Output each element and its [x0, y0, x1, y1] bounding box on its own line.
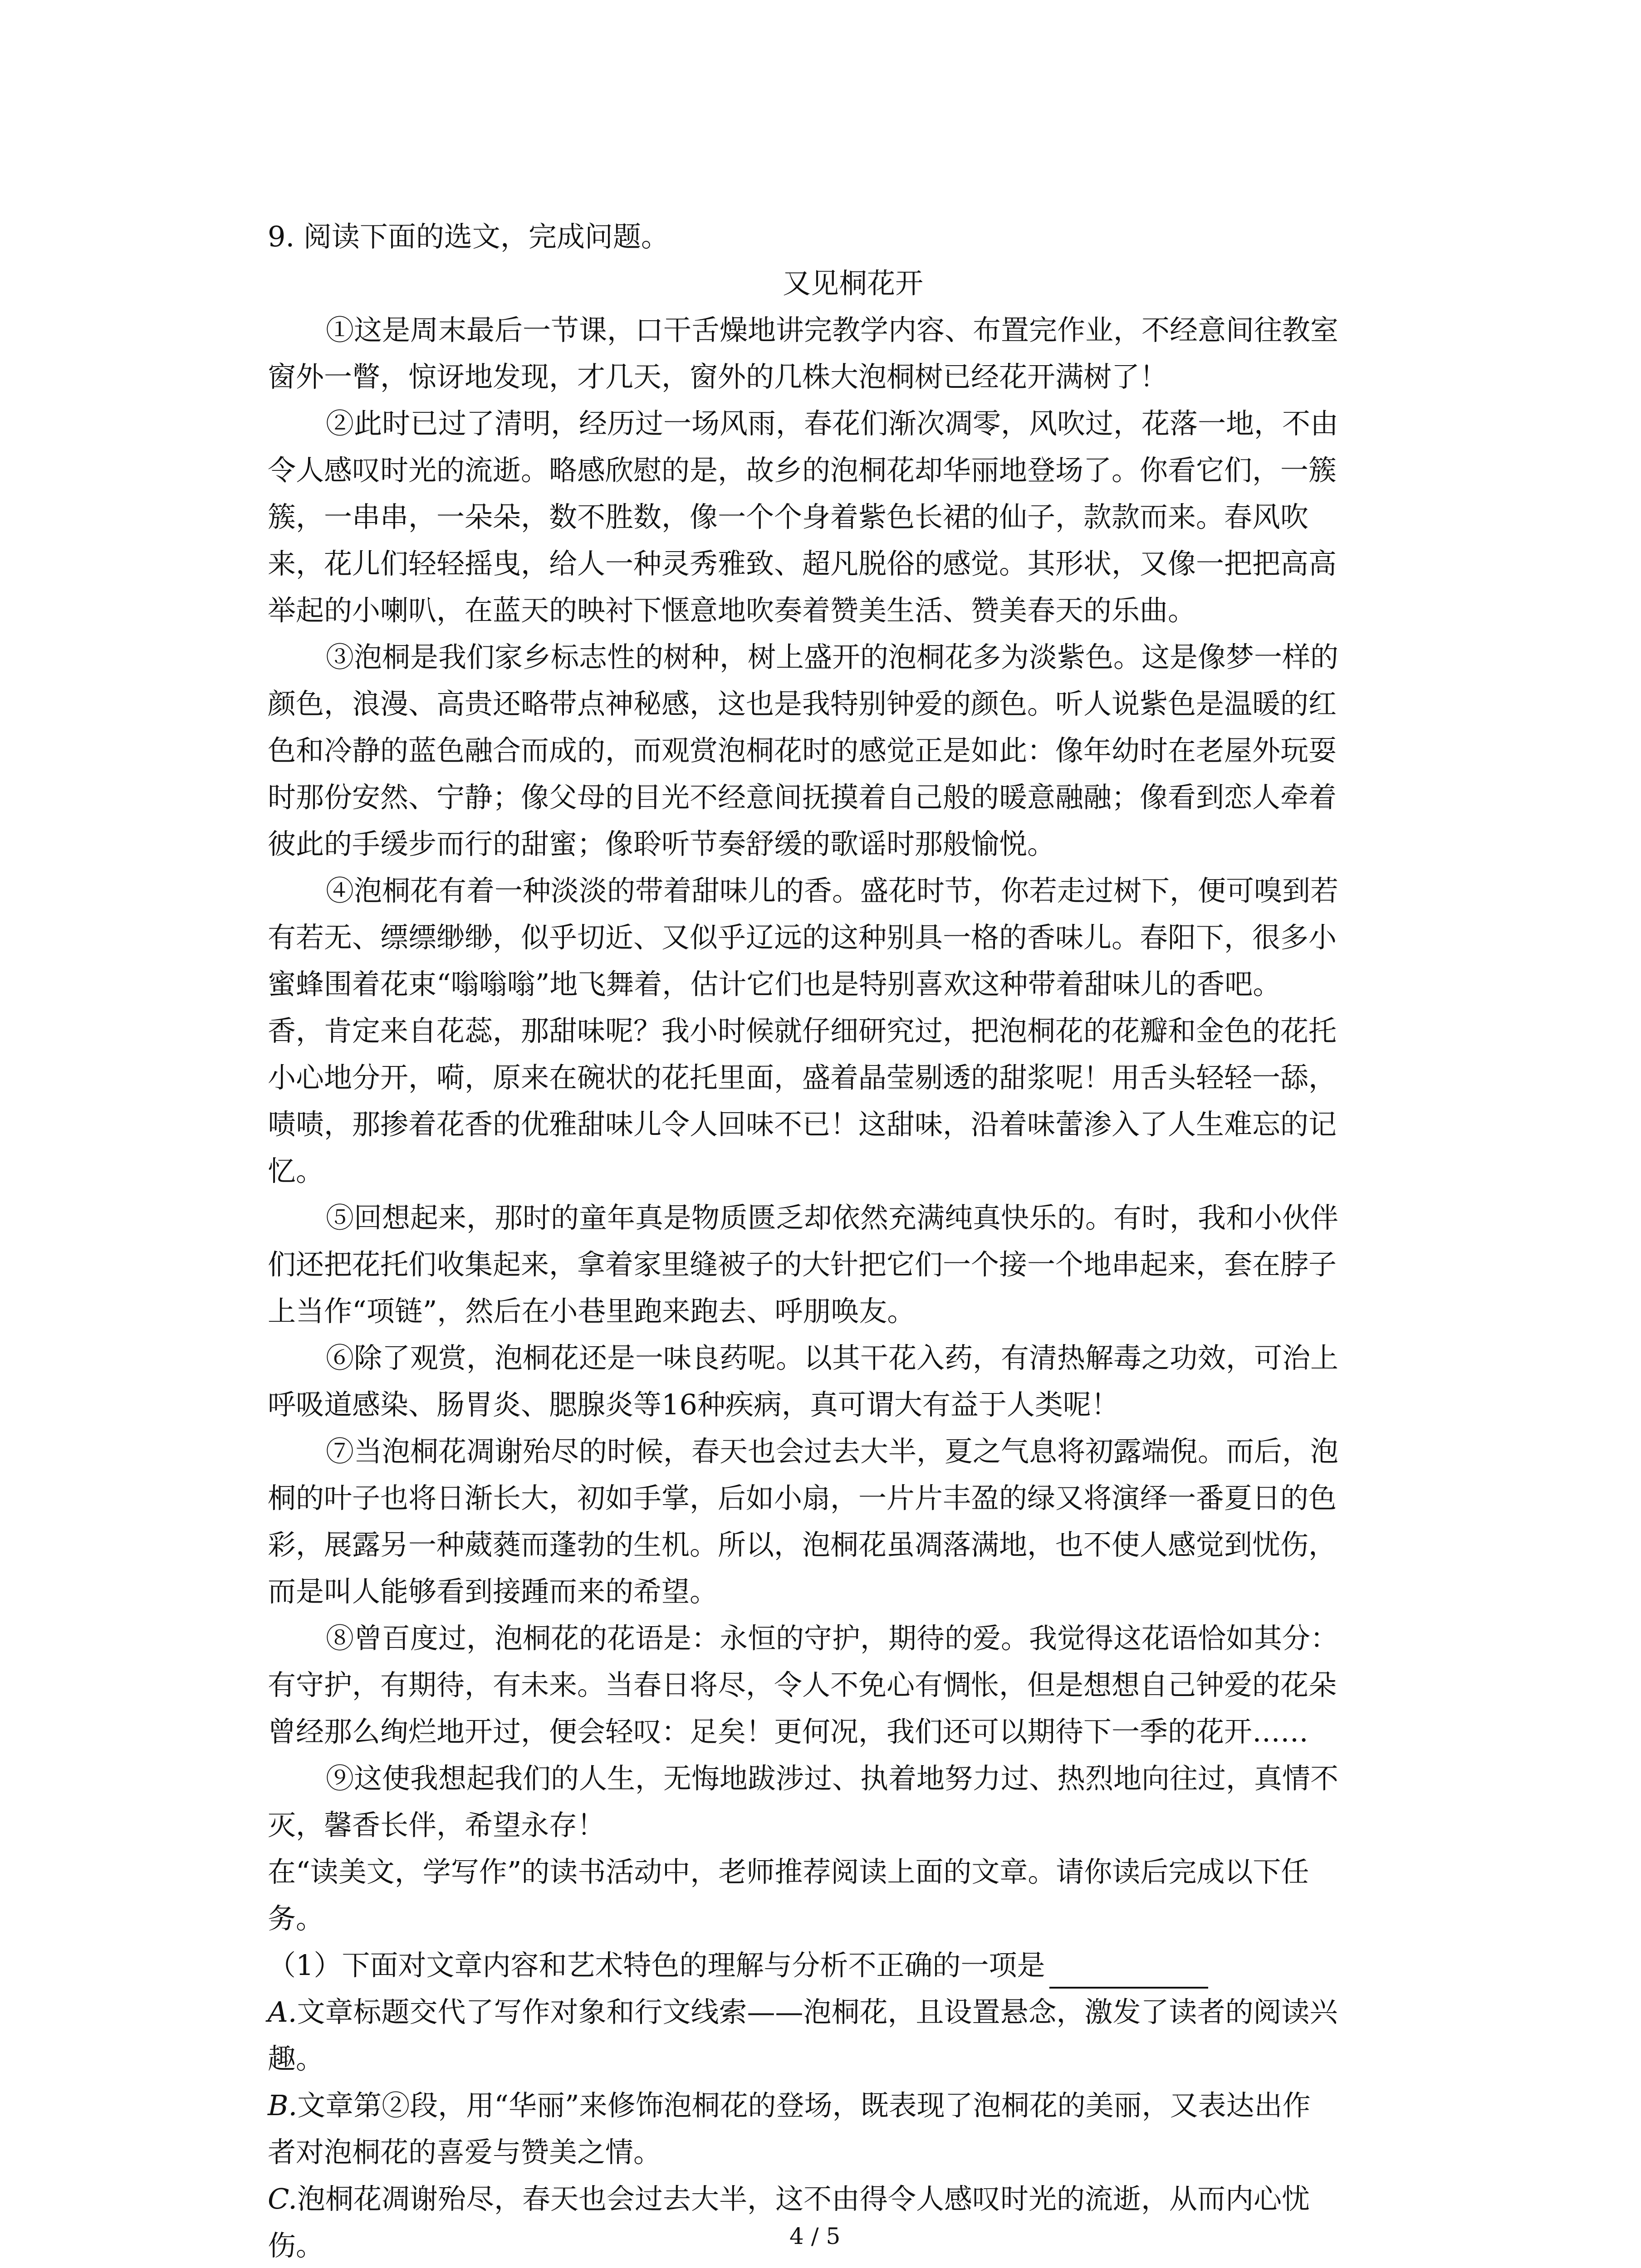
article-line: 而是叫人能够看到接踵而来的希望。: [268, 1575, 718, 1608]
subquestion-stem-text: （1）下面对文章内容和艺术特色的理解与分析不正确的一项是: [268, 1949, 1045, 1982]
article-line: 香，肯定来自花蕊，那甜味呢？我小时候就仔细研究过，把泡桐花的花瓣和金色的花托: [268, 1014, 1337, 1047]
option-letter: A.: [268, 1995, 297, 2028]
article-line: 色和冷静的蓝色融合而成的，而观赏泡桐花时的感觉正是如此：像年幼时在老屋外玩耍: [268, 734, 1337, 767]
article-line: 窗外一瞥，惊讶地发现，才几天，窗外的几株大泡桐树已经花开满树了！: [268, 360, 1168, 393]
article-line: 彩，展露另一种葳蕤而蓬勃的生机。所以，泡桐花虽凋落满地，也不使人感觉到忧伤，: [268, 1528, 1337, 1561]
article-line: 们还把花托们收集起来，拿着家里缝被子的大针把它们一个接一个地串起来，套在脖子: [268, 1248, 1337, 1281]
article-line: 呼吸道感染、肠胃炎、腮腺炎等16种疾病，真可谓大有益于人类呢！: [268, 1388, 1119, 1421]
option-line: [268, 2222, 1438, 2268]
article-line: 桐的叶子也将日渐长大，初如手掌，后如小扇，一片片丰盈的绿又将演绎一番夏日的色: [268, 1481, 1337, 1515]
article-line: ③泡桐是我们家乡标志性的树种，树上盛开的泡桐花多为淡紫色。这是像梦一样的: [326, 640, 1339, 674]
task-line: 务。: [268, 1902, 324, 1935]
article-title: 又见桐花开: [782, 267, 923, 300]
option-line: [268, 1989, 1438, 2035]
article-line: 有守护，有期待，有未来。当春日将尽，令人不免心有惆怅，但是想想自己钟爱的花朵: [268, 1668, 1337, 1701]
option-text: 文章标题交代了写作对象和行文线索——泡桐花，且设置悬念，激发了读者的阅读兴: [297, 1995, 1338, 2028]
article-line: 举起的小喇叭，在蓝天的映衬下惬意地吹奏着赞美生活、赞美春天的乐曲。: [268, 594, 1196, 627]
article-body: [268, 307, 1438, 1848]
article-line: 灭，馨香长伴，希望永存！: [268, 1809, 606, 1842]
option-line: [268, 2129, 1438, 2175]
article-line: 来，花儿们轻轻摇曳，给人一种灵秀雅致、超凡脱俗的感觉。其形状，又像一把把高高: [268, 547, 1337, 580]
article-line: ⑥除了观赏，泡桐花还是一味良药呢。以其干花入药，有清热解毒之功效，可治上: [326, 1341, 1339, 1374]
question-prompt: 阅读下面的选文，完成问题。: [303, 220, 669, 253]
page-number: 4 / 5: [789, 2223, 841, 2249]
article-line: ④泡桐花有着一种淡淡的带着甜味儿的香。盛花时节，你若走过树下，便可嗅到若: [326, 874, 1339, 907]
article-line: ②此时已过了清明，经历过一场风雨，春花们渐次凋零，风吹过，花落一地，不由: [326, 407, 1339, 440]
option-line: [268, 2035, 1438, 2082]
answer-blank[interactable]: [1049, 1955, 1208, 1989]
article-line: 有若无、缥缥缈缈，似乎切近、又似乎辽远的这种别具一格的香味儿。春阳下，很多小: [268, 921, 1337, 954]
option-text: 趣。: [268, 2042, 324, 2075]
option-letter: B.: [268, 2089, 298, 2122]
option-text: 者对泡桐花的喜爱与赞美之情。: [268, 2136, 662, 2169]
subquestion-stem: [268, 1942, 1438, 1989]
question-number: 9.: [268, 220, 295, 253]
article-line: 令人感叹时光的流逝。略感欣慰的是，故乡的泡桐花却华丽地登场了。你看它们，一簇: [268, 454, 1337, 487]
question-header: [268, 213, 1438, 260]
option-b[interactable]: [268, 2082, 1438, 2175]
article-line: 颜色，浪漫、高贵还略带点神秘感，这也是我特别钟爱的颜色。听人说紫色是温暖的红: [268, 687, 1337, 720]
article-line: 曾经那么绚烂地开过，便会轻叹：足矣！更何况，我们还可以期待下一季的花开……: [268, 1715, 1309, 1748]
article-line: 小心地分开，嗬，原来在碗状的花托里面，盛着晶莹剔透的甜浆呢！用舌头轻轻一舔，: [268, 1061, 1337, 1094]
article-line: ⑧曾百度过，泡桐花的花语是：永恒的守护，期待的爱。我觉得这花语恰如其分：: [326, 1622, 1339, 1655]
option-line: [268, 2175, 1438, 2222]
task-line: 在“读美文，学写作”的读书活动中，老师推荐阅读上面的文章。请你读后完成以下任: [268, 1855, 1309, 1888]
question-content: [268, 213, 1438, 2268]
article-line: ①这是周末最后一节课，口干舌燥地讲完教学内容、布置完作业，不经意间往教室: [326, 313, 1339, 347]
article-line: 彼此的手缓步而行的甜蜜；像聆听节奏舒缓的歌谣时那般愉悦。: [268, 827, 1056, 860]
option-text: 文章第②段，用“华丽”来修饰泡桐花的登场，既表现了泡桐花的美丽，又表达出作: [297, 2089, 1311, 2122]
article-line: 忆。: [268, 1154, 324, 1188]
option-text: 泡桐花凋谢殆尽，春天也会过去大半，这不由得令人感叹时光的流逝，从而内心忧: [297, 2182, 1310, 2215]
article-line: ⑤回想起来，那时的童年真是物质匮乏却依然充满纯真快乐的。有时，我和小伙伴: [326, 1201, 1339, 1234]
article-line: 蜜蜂围着花束“嗡嗡嗡”地飞舞着，估计它们也是特别喜欢这种带着甜味儿的香吧。: [268, 968, 1281, 1001]
option-text: 伤。: [268, 2229, 324, 2262]
article-line: 啧啧，那掺着花香的优雅甜味儿令人回味不已！这甜味，沿着味蕾渗入了人生难忘的记: [268, 1108, 1337, 1141]
article-line: ⑦当泡桐花凋谢殆尽的时候，春天也会过去大半，夏之气息将初露端倪。而后，泡: [326, 1435, 1339, 1468]
article-line: 时那份安然、宁静；像父母的目光不经意间抚摸着自己般的暖意融融；像看到恋人牵着: [268, 781, 1337, 814]
answer-options: [268, 1989, 1438, 2268]
article-line: ⑨这使我想起我们的人生，无悔地跋涉过、执着地努力过、热烈地向往过，真情不: [326, 1762, 1339, 1795]
article-line: 上当作“项链”，然后在小巷里跑来跑去、呼朋唤友。: [268, 1295, 916, 1328]
option-a[interactable]: [268, 1989, 1438, 2082]
option-letter: C.: [268, 2182, 297, 2215]
article-line: 簇，一串串，一朵朵，数不胜数，像一个个身着紫色长裙的仙子，款款而来。春风吹: [268, 500, 1309, 533]
option-line: [268, 2082, 1438, 2129]
option-c[interactable]: [268, 2175, 1438, 2268]
task-instructions: [268, 1848, 1438, 1942]
